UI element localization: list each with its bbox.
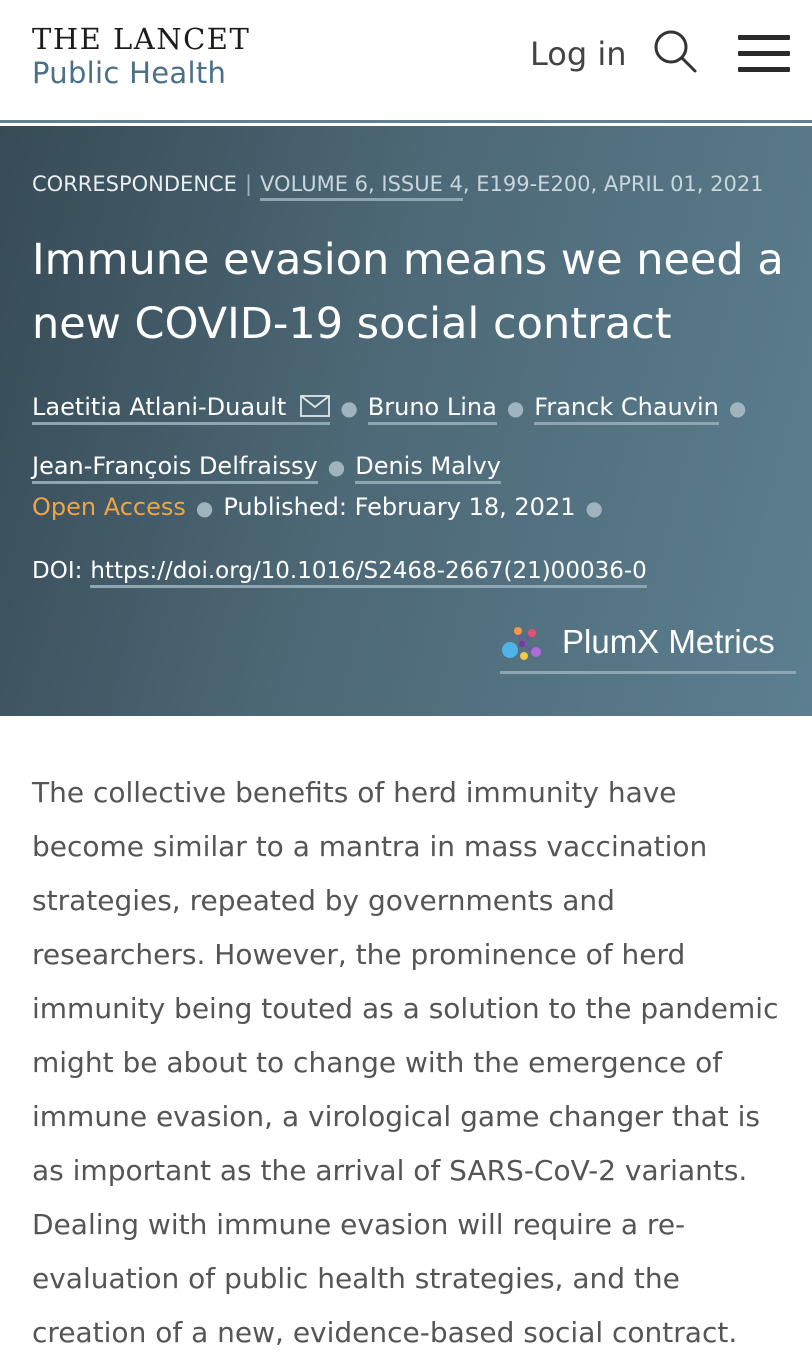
journal-logo[interactable] (32, 22, 250, 90)
author-link[interactable]: Franck Chauvin (534, 393, 719, 425)
mail-icon[interactable] (300, 395, 330, 417)
doi-row (32, 556, 647, 586)
access-separator: ● (195, 496, 214, 520)
doi-label: DOI: (32, 558, 83, 584)
author-list (32, 378, 792, 496)
menu-icon[interactable] (738, 35, 790, 75)
plumx-label: PlumX Metrics (562, 623, 775, 660)
logo-line1: THE LANCET (32, 22, 251, 56)
meta-separator: | (244, 172, 253, 196)
article-title: Immune evasion means we need a new COVID-19 social contract (32, 235, 784, 349)
author-separator: ● (506, 396, 525, 420)
doi-link[interactable]: https://doi.org/10.1016/S2468-2667(21)00036-0 (90, 558, 646, 588)
author-link[interactable]: Denis Malvy (355, 452, 501, 484)
article-hero (0, 126, 812, 716)
access-published-row (32, 492, 613, 523)
pages-date: , E199-E200, APRIL 01, 2021 (462, 172, 764, 196)
plumx-icon (500, 624, 554, 664)
search-icon[interactable] (652, 28, 698, 74)
article-abstract: The collective benefits of herd immunity have become similar to a mantra in mass vaccination strategies, repeated by governments and researchers. However, the prominence of herd immunity being touted as a solution to the pandemic might be about to change with the emergence of immune evasion, a virological game changer that is as important as the arrival of SARS-CoV-2 variants. Dealing with immune evasion will require a re-evaluation of public health strategies, and the creation of a new, evidence-based social contract. (32, 776, 779, 1349)
published-separator: ● (585, 496, 603, 520)
login-link[interactable]: Log in (530, 35, 627, 73)
published-label: Published: (223, 493, 347, 521)
volume-issue-link[interactable]: VOLUME 6, ISSUE 4 (260, 172, 463, 201)
author-separator: ● (327, 455, 346, 479)
author-link[interactable]: Bruno Lina (368, 393, 497, 425)
open-access-badge[interactable]: Open Access (32, 493, 186, 521)
author-separator: ● (728, 396, 747, 420)
author-name: Laetitia Atlani-Duault (32, 393, 287, 421)
article-meta (32, 170, 764, 198)
author-link[interactable] (32, 393, 330, 425)
published-date: February 18, 2021 (354, 493, 576, 521)
plumx-metrics-link[interactable] (500, 620, 796, 674)
article-type: CORRESPONDENCE (32, 172, 237, 196)
logo-line2: Public Health (32, 56, 227, 90)
author-link[interactable]: Jean-François Delfraissy (32, 452, 318, 484)
site-header (0, 0, 812, 120)
author-separator: ● (340, 396, 358, 420)
